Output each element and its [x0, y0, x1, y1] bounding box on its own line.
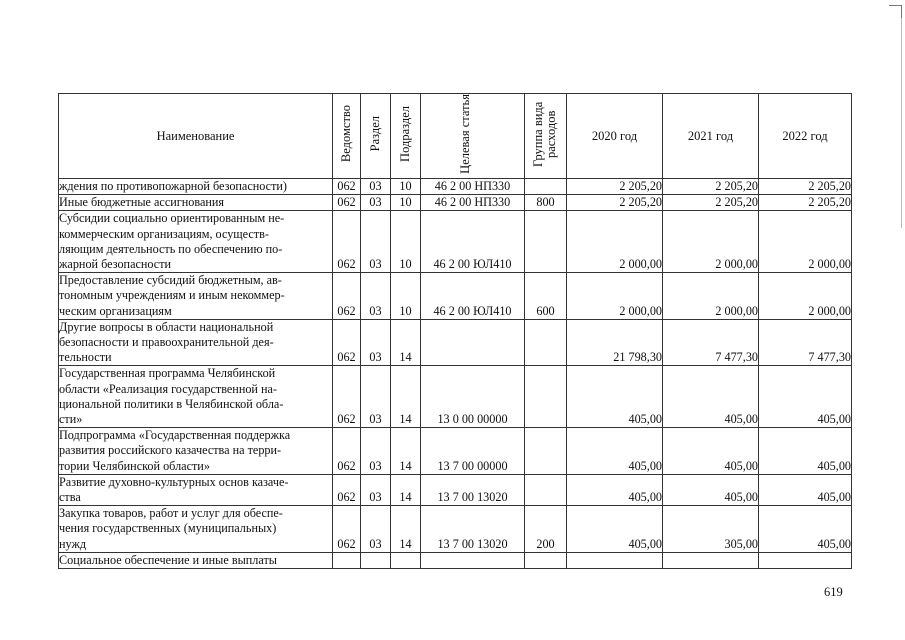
- cell-2020: 405,00: [567, 474, 663, 505]
- cell-name: Другие вопросы в области национальной безопасности и правоохранительной дея- тельности: [59, 319, 333, 366]
- cell-name: Государственная программа Челябинской области «Реализация государственной на- циональной политики в Челябинской обла- сти»: [59, 366, 333, 428]
- header-name: Наименование: [59, 94, 333, 179]
- cell-name: Иные бюджетные ассигнования: [59, 195, 333, 211]
- cell-expense-group: 800: [525, 195, 567, 211]
- cell-2022: 405,00: [759, 474, 852, 505]
- cell-2022: 2 000,00: [759, 211, 852, 273]
- cell-expense-group: [525, 474, 567, 505]
- cell-subsection: 14: [391, 319, 421, 366]
- cell-2020: 21 798,30: [567, 319, 663, 366]
- cell-target: 46 2 00 НП330: [421, 195, 525, 211]
- cell-2021: 405,00: [663, 366, 759, 428]
- cell-name: Закупка товаров, работ и услуг для обеспе- чения государственных (муниципальных) нужд: [59, 506, 333, 553]
- cell-target: 13 7 00 13020: [421, 474, 525, 505]
- cell-expense-group: [525, 366, 567, 428]
- cell-2022: 2 205,20: [759, 179, 852, 195]
- cell-name: Развитие духовно-культурных основ казаче- ства: [59, 474, 333, 505]
- table-header-row: [59, 94, 852, 179]
- cell-target: 46 2 00 ЮЛ410: [421, 273, 525, 320]
- cell-subsection: 10: [391, 195, 421, 211]
- cell-2021: 7 477,30: [663, 319, 759, 366]
- header-expense-group: Группа вида расходов: [525, 94, 567, 179]
- table-row: [59, 428, 852, 475]
- cell-dept: [333, 552, 361, 568]
- cell-dept: 062: [333, 319, 361, 366]
- table-row: [59, 195, 852, 211]
- corner-crop-mark: [889, 5, 902, 19]
- cell-expense-group: 600: [525, 273, 567, 320]
- page-number: 619: [824, 585, 843, 599]
- cell-section: 03: [361, 319, 391, 366]
- cell-expense-group: 200: [525, 506, 567, 553]
- header-section: Раздел: [361, 94, 391, 179]
- cell-2020: 2 000,00: [567, 211, 663, 273]
- header-2021: 2021 год: [663, 94, 759, 179]
- cell-2020: 405,00: [567, 366, 663, 428]
- cell-2020: 2 000,00: [567, 273, 663, 320]
- header-subsection: Подраздел: [391, 94, 421, 179]
- cell-expense-group: [525, 179, 567, 195]
- cell-section: 03: [361, 366, 391, 428]
- cell-expense-group: [525, 211, 567, 273]
- cell-name: Подпрограмма «Государственная поддержка развития российского казачества на терри- тории Челябинской области»: [59, 428, 333, 475]
- cell-subsection: 10: [391, 273, 421, 320]
- table-row: [59, 474, 852, 505]
- cell-2020: 2 205,20: [567, 195, 663, 211]
- cell-2020: 405,00: [567, 506, 663, 553]
- cell-2022: 2 205,20: [759, 195, 852, 211]
- cell-2021: [663, 552, 759, 568]
- table-row: [59, 179, 852, 195]
- cell-section: [361, 552, 391, 568]
- cell-2020: 2 205,20: [567, 179, 663, 195]
- margin-line: [901, 18, 902, 228]
- cell-section: 03: [361, 428, 391, 475]
- cell-2022: 405,00: [759, 428, 852, 475]
- table-row: [59, 506, 852, 553]
- cell-dept: 062: [333, 195, 361, 211]
- cell-2021: 405,00: [663, 474, 759, 505]
- cell-section: 03: [361, 211, 391, 273]
- cell-target: 46 2 00 ЮЛ410: [421, 211, 525, 273]
- cell-expense-group: [525, 552, 567, 568]
- cell-target: [421, 319, 525, 366]
- cell-subsection: [391, 552, 421, 568]
- cell-target: [421, 552, 525, 568]
- cell-name: Субсидии социально ориентированным не- коммерческим организациям, осуществ- ляющим деятельность по обеспечению по- жарной безопасности: [59, 211, 333, 273]
- cell-2022: 7 477,30: [759, 319, 852, 366]
- cell-target: 13 0 00 00000: [421, 366, 525, 428]
- cell-target: 13 7 00 13020: [421, 506, 525, 553]
- header-2022: 2022 год: [759, 94, 852, 179]
- table-row: [59, 273, 852, 320]
- cell-dept: 062: [333, 506, 361, 553]
- cell-name: Предоставление субсидий бюджетным, ав- тономным учреждениям и иным некоммер- ческим организациям: [59, 273, 333, 320]
- cell-2022: 405,00: [759, 366, 852, 428]
- cell-section: 03: [361, 195, 391, 211]
- cell-section: 03: [361, 179, 391, 195]
- table-row: [59, 319, 852, 366]
- cell-expense-group: [525, 319, 567, 366]
- cell-2021: 2 000,00: [663, 273, 759, 320]
- cell-2021: 2 000,00: [663, 211, 759, 273]
- budget-table: [58, 93, 852, 569]
- cell-dept: 062: [333, 179, 361, 195]
- cell-dept: 062: [333, 211, 361, 273]
- cell-2021: 2 205,20: [663, 179, 759, 195]
- cell-subsection: 14: [391, 366, 421, 428]
- cell-2021: 2 205,20: [663, 195, 759, 211]
- cell-expense-group: [525, 428, 567, 475]
- cell-2021: 305,00: [663, 506, 759, 553]
- table-body: [59, 179, 852, 569]
- table-row: [59, 366, 852, 428]
- table-row: [59, 552, 852, 568]
- cell-target: 46 2 00 НП330: [421, 179, 525, 195]
- cell-section: 03: [361, 506, 391, 553]
- cell-target: 13 7 00 00000: [421, 428, 525, 475]
- cell-subsection: 10: [391, 211, 421, 273]
- cell-2022: 2 000,00: [759, 273, 852, 320]
- cell-2022: [759, 552, 852, 568]
- cell-2020: 405,00: [567, 428, 663, 475]
- cell-dept: 062: [333, 366, 361, 428]
- cell-dept: 062: [333, 428, 361, 475]
- cell-section: 03: [361, 474, 391, 505]
- header-2020: 2020 год: [567, 94, 663, 179]
- cell-2021: 405,00: [663, 428, 759, 475]
- header-dept: Ведомство: [333, 94, 361, 179]
- cell-subsection: 10: [391, 179, 421, 195]
- cell-2020: [567, 552, 663, 568]
- cell-dept: 062: [333, 474, 361, 505]
- cell-name: Социальное обеспечение и иные выплаты: [59, 552, 333, 568]
- cell-2022: 405,00: [759, 506, 852, 553]
- cell-section: 03: [361, 273, 391, 320]
- cell-name: ждения по противопожарной безопасности): [59, 179, 333, 195]
- cell-subsection: 14: [391, 506, 421, 553]
- header-target: Целевая статья: [421, 94, 525, 179]
- cell-subsection: 14: [391, 474, 421, 505]
- cell-dept: 062: [333, 273, 361, 320]
- cell-subsection: 14: [391, 428, 421, 475]
- table-row: [59, 211, 852, 273]
